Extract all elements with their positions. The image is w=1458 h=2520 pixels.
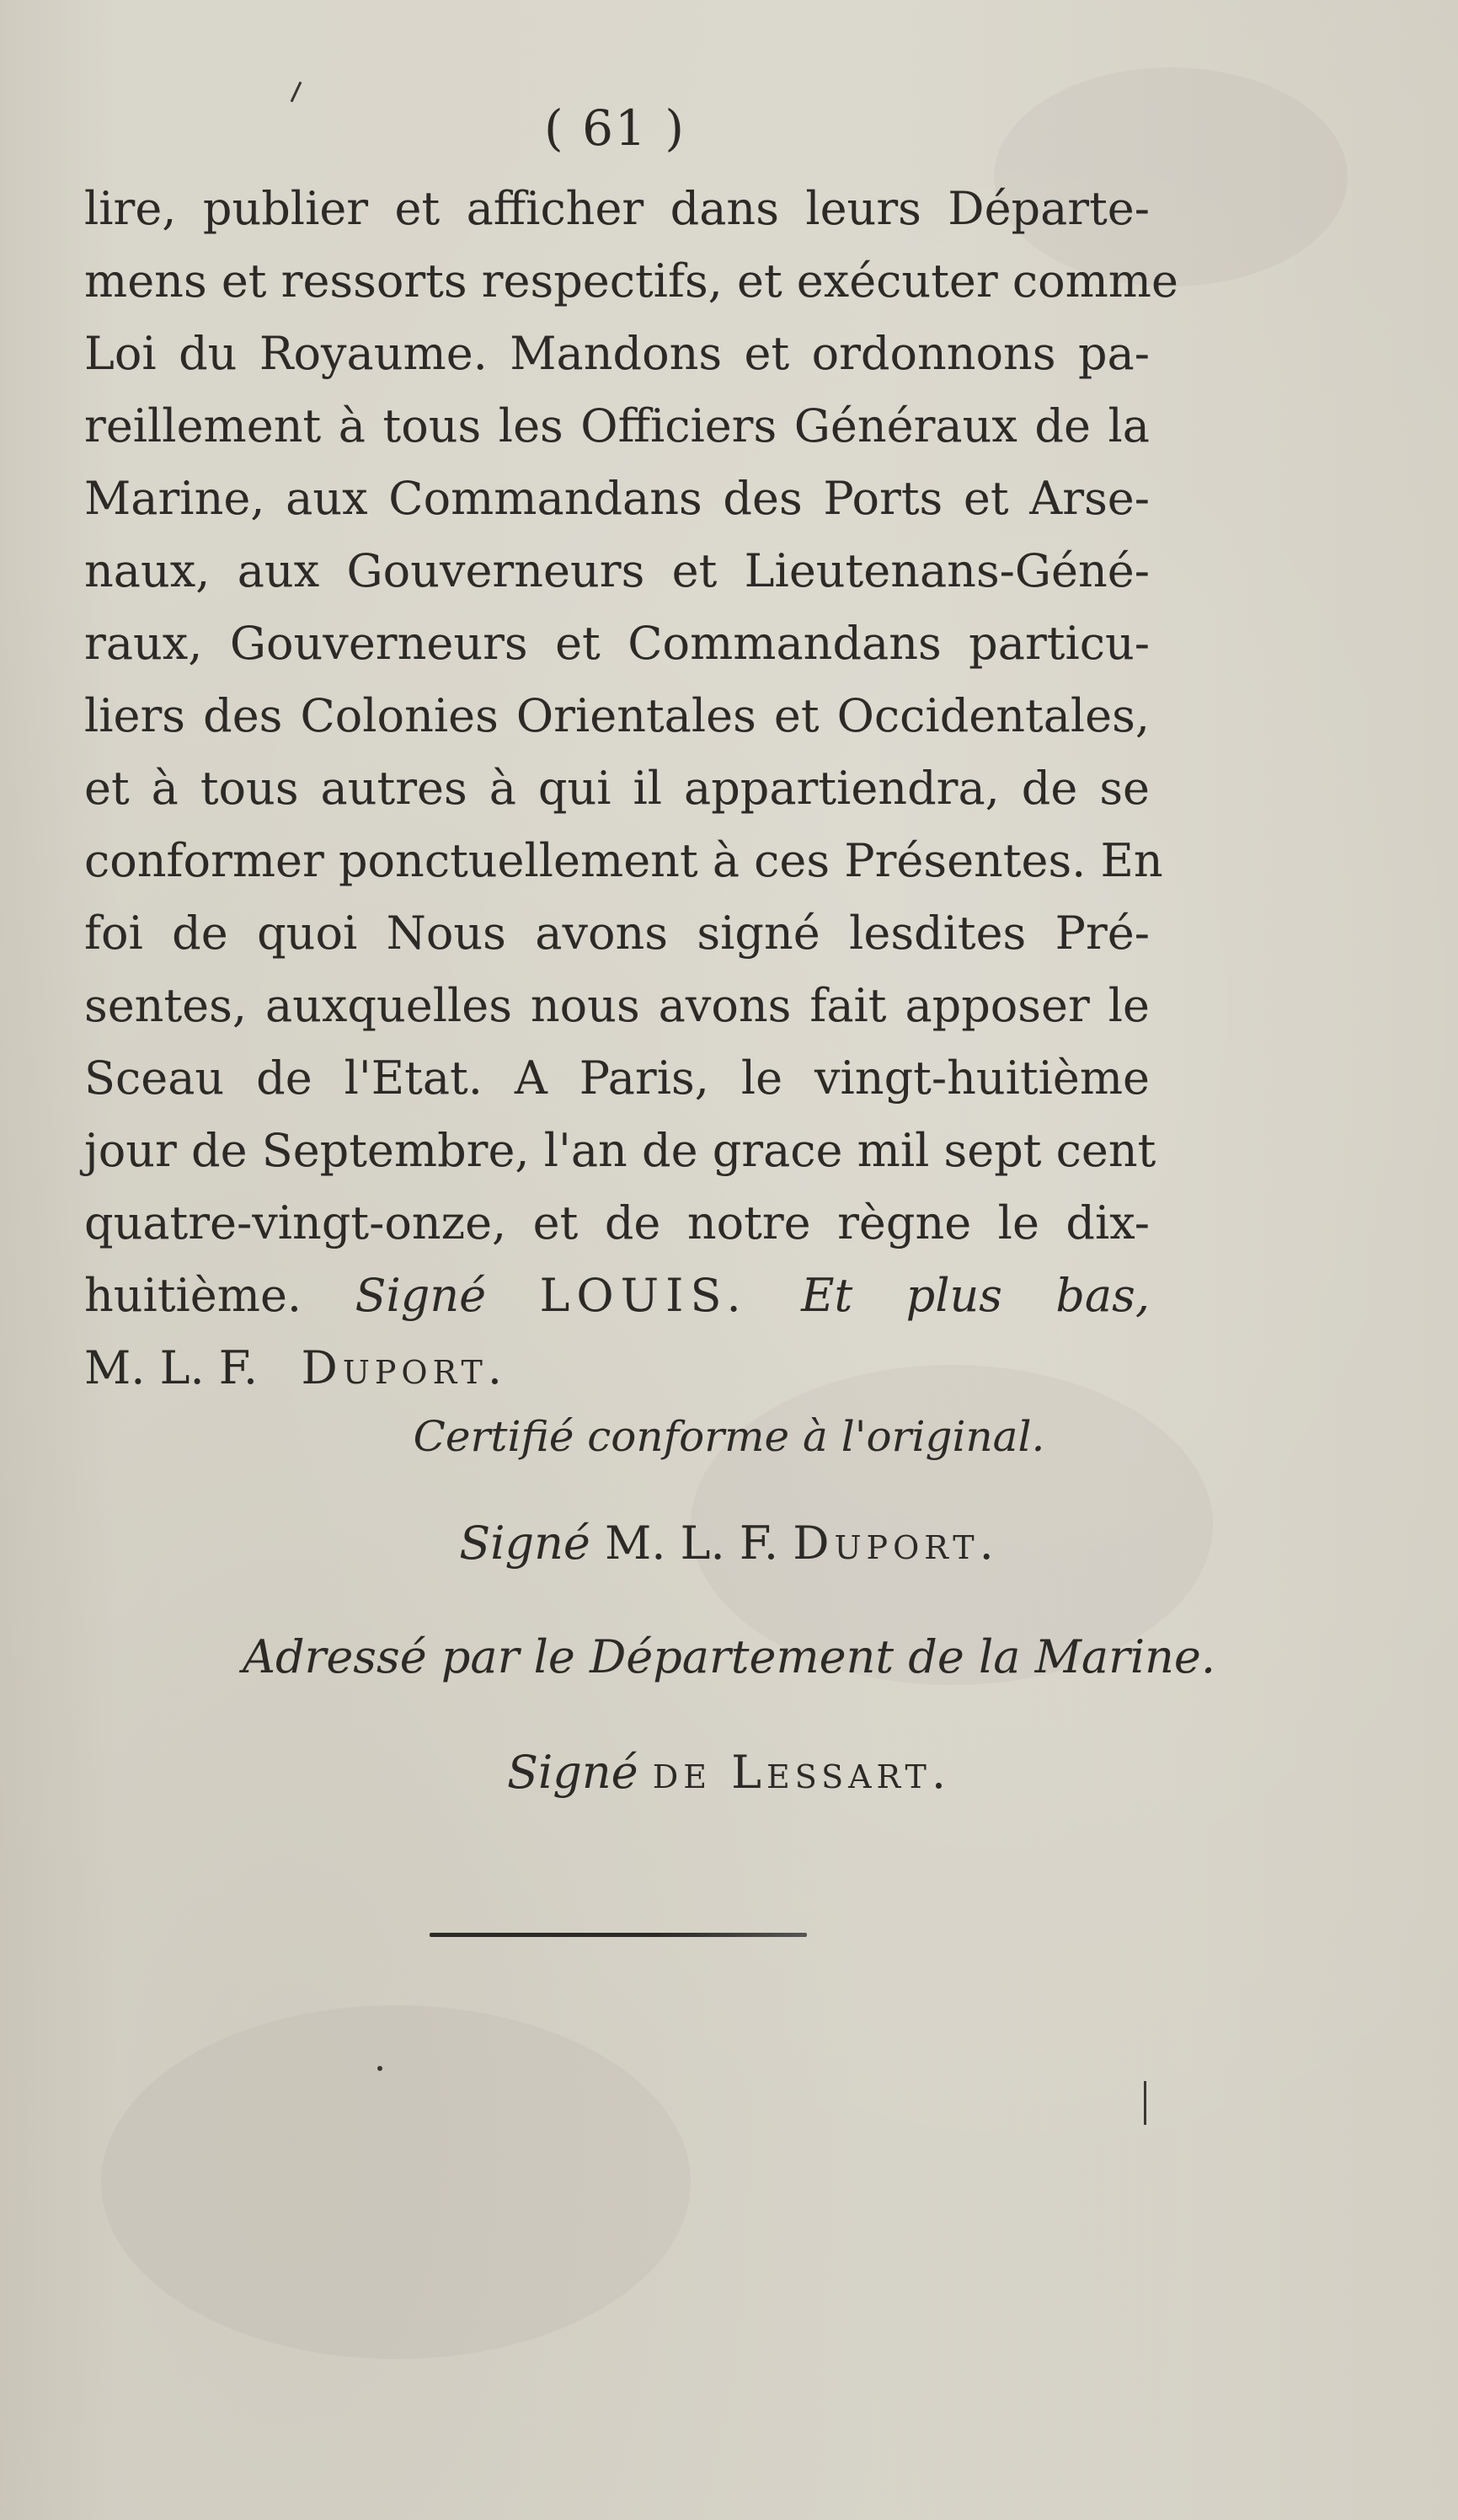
signe-duport-line [0,1517,1458,1570]
body-text [84,173,1178,1404]
huitieme-word: huitième. [84,1269,302,1322]
text-line: raux, Gouverneurs et Commandans particu- [84,617,1150,670]
adresse-line: Adressé par le Département de la Marine. [242,1630,1216,1683]
text-line: Sceau de l'Etat. A Paris, le vingt-huitième [84,1051,1150,1105]
text-line: liers des Colonies Orientales et Occidentales, [84,689,1150,742]
text-line: mens et ressorts respectifs, et exécuter comme [84,254,1178,308]
ink-mark [291,82,302,103]
text-line: jour de Septembre, l'an de grace mil sept cent [84,1124,1156,1177]
text-line: conformer ponctuellement à ces Présentes. En [84,834,1163,887]
text-line: naux, aux Gouverneurs et Lieutenans-Géné- [84,544,1150,597]
signature-line-duport [84,1332,1150,1404]
text-line: reillement à tous les Officiers Généraux de la [84,399,1150,452]
certifie-conforme: Certifié conforme à l'original. [413,1412,1045,1461]
text-line: et à tous autres à qui il appartiendra, de se [84,762,1150,815]
text-line: Marine, aux Commandans des Ports et Arse- [84,472,1150,525]
duport-name: Duport. [301,1341,508,1394]
louis-signature: LOUIS. [539,1269,748,1322]
signe-lessart-line [0,1746,1458,1799]
text-line: sentes, auxquelles nous avons fait apposer le [84,979,1150,1032]
ink-mark [1144,2081,1146,2125]
signe-word: Signé [459,1517,590,1570]
et-plus-bas: Et plus bas, [801,1269,1150,1322]
signature-line-louis [84,1260,1150,1332]
text-line: Loi du Royaume. Mandons et ordonnons pa- [84,327,1150,380]
page-number: ( 61 ) [544,99,686,157]
text-line: quatre-vingt-onze, et de notre règne le dix- [84,1196,1150,1249]
lessart-name: de Lessart. [652,1746,951,1799]
text-line: lire, publier et afficher dans leurs Départe- [84,182,1150,235]
duport-initials: M. L. F. [84,1341,259,1394]
duport-name: Duport. [793,1517,999,1570]
text-line: foi de quoi Nous avons signé lesdites Pré- [84,907,1150,960]
signe-word: Signé [506,1746,638,1799]
paper-stain [101,2005,691,2359]
signe-word: Signé [355,1269,487,1322]
duport-initials: M. L. F. [605,1517,779,1570]
ink-dot [377,2066,382,2071]
closing-rule [430,1933,807,1937]
